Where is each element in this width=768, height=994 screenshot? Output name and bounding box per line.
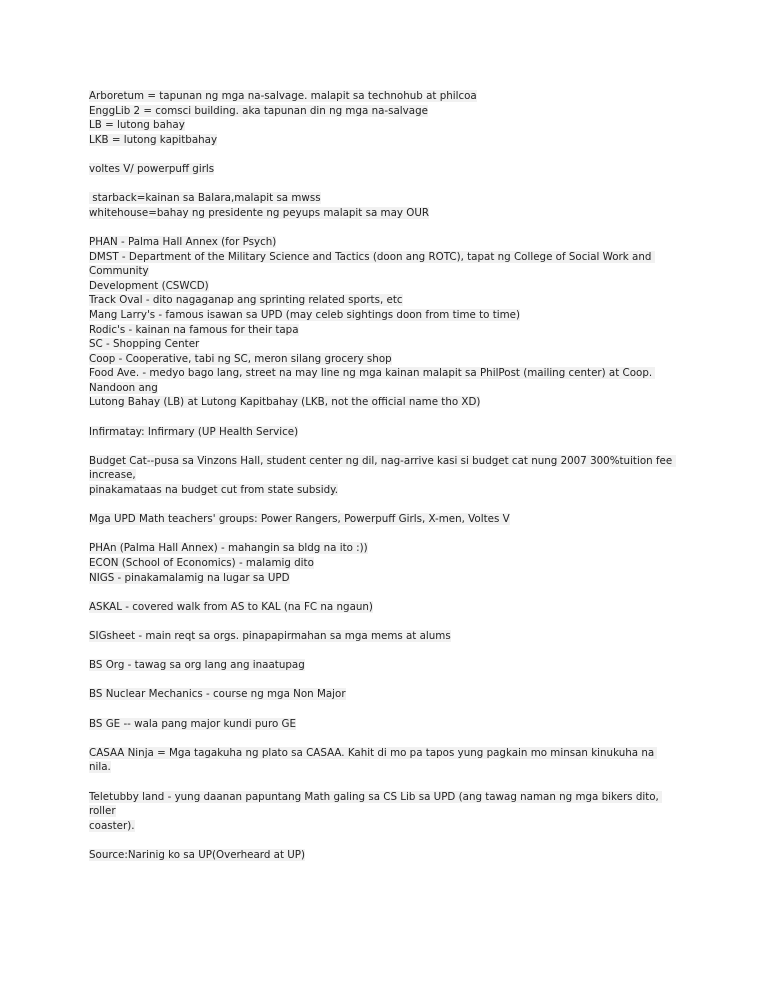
- text-line-content: Source:Narinig ko sa UP(Overheard at UP): [89, 848, 306, 861]
- text-line: [89, 395, 679, 410]
- text-line-content: DMST - Department of the Military Science and Tactics (doon ang ROTC), tapat ng College of Social Work and Community: [89, 250, 655, 278]
- text-line: [89, 658, 679, 673]
- document-body: [89, 89, 679, 877]
- text-line: [89, 250, 679, 279]
- text-line: [89, 323, 679, 338]
- text-line-content: Lutong Bahay (LB) at Lutong Kapitbahay (LKB, not the official name tho XD): [89, 396, 481, 409]
- paragraph: [89, 687, 679, 702]
- paragraph: [89, 717, 679, 732]
- paragraph: [89, 162, 679, 177]
- paragraph: [89, 658, 679, 673]
- text-line: [89, 206, 679, 221]
- text-line: [89, 104, 679, 119]
- text-line: [89, 790, 679, 819]
- text-line: [89, 89, 679, 104]
- text-line: [89, 556, 679, 571]
- text-line-content: Arboretum = tapunan ng mga na-salvage. malapit sa technohub at philcoa: [89, 90, 477, 102]
- text-line: [89, 235, 679, 250]
- paragraph: [89, 541, 679, 585]
- text-line-content: LKB = lutong kapitbahay: [89, 133, 218, 146]
- paragraph: [89, 629, 679, 644]
- paragraph: [89, 89, 679, 147]
- text-line: [89, 352, 679, 367]
- text-line: [89, 191, 679, 206]
- text-line-content: coaster).: [89, 819, 135, 832]
- text-line: [89, 454, 679, 483]
- text-line-content: Food Ave. - medyo bago lang, street na may line ng mga kainan malapit sa PhilPost (mailing center) at Coop. Nandoon ang: [89, 367, 656, 394]
- text-line-content: LB = lutong bahay: [89, 119, 185, 132]
- text-line-content: PHAn (Palma Hall Annex) - mahangin sa bldg na ito :)): [89, 542, 368, 555]
- text-line-content: BS Nuclear Mechanics - course ng mga Non Major: [89, 688, 346, 701]
- text-line-content: pinakamataas na budget cut from state subsidy.: [89, 484, 339, 497]
- text-line: [89, 337, 679, 352]
- text-line-content: NIGS - pinakamalamig na lugar sa UPD: [89, 571, 290, 584]
- text-line: [89, 819, 679, 834]
- text-line-content: whitehouse=bahay ng presidente ng peyups malapit sa may OUR: [89, 206, 430, 219]
- text-line-content: SIGsheet - main reqt sa orgs. pinapapirmahan sa mga mems at alums: [89, 629, 451, 642]
- text-line-content: CASAA Ninja = Mga tagakuha ng plato sa CASAA. Kahit di mo pa tapos yung pagkain mo minsan kinukuha na nila.: [89, 746, 658, 774]
- paragraph: [89, 512, 679, 527]
- text-line: [89, 571, 679, 586]
- paragraph: [89, 235, 679, 410]
- text-line-content: Track Oval - dito nagaganap ang sprinting related sports, etc: [89, 294, 403, 307]
- text-line-content: ECON (School of Economics) - malamig dito: [89, 557, 314, 569]
- paragraph: [89, 454, 679, 498]
- text-line: [89, 717, 679, 732]
- paragraph: [89, 425, 679, 440]
- paragraph: [89, 848, 679, 863]
- text-line-content: PHAN - Palma Hall Annex (for Psych): [89, 235, 277, 248]
- text-line: [89, 293, 679, 308]
- text-line-content: Development (CSWCD): [89, 279, 209, 292]
- text-line-content: BS Org - tawag sa org lang ang inaatupag: [89, 659, 305, 672]
- paragraph: [89, 600, 679, 615]
- text-line-content: Teletubby land - yung daanan papuntang Math galing sa CS Lib sa UPD (ang tawag naman ng mga bikers dito, roller: [89, 790, 663, 818]
- text-line-content: SC - Shopping Center: [89, 338, 200, 351]
- text-line: [89, 162, 679, 177]
- text-line: [89, 279, 679, 294]
- text-line: [89, 425, 679, 440]
- paragraph: [89, 790, 679, 834]
- text-line: [89, 512, 679, 527]
- text-line-content: Budget Cat--pusa sa Vinzons Hall, student center ng dil, nag-arrive kasi si budget cat nung 2007 300%tuition fee increase,: [89, 454, 676, 482]
- text-line: [89, 848, 679, 863]
- text-line-content: EnggLib 2 = comsci building. aka tapunan din ng mga na-salvage: [89, 104, 428, 117]
- text-line-content: Mga UPD Math teachers' groups: Power Rangers, Powerpuff Girls, X-men, Voltes V: [89, 513, 510, 526]
- text-line-content: Coop - Cooperative, tabi ng SC, meron silang grocery shop: [89, 352, 392, 365]
- text-line: [89, 133, 679, 148]
- text-line: [89, 118, 679, 133]
- paragraph: [89, 191, 679, 220]
- text-line: [89, 746, 679, 775]
- text-line-content: Infirmatay: Infirmary (UP Health Service): [89, 425, 299, 438]
- text-line: [89, 600, 679, 615]
- paragraph: [89, 746, 679, 775]
- text-line-content: starback=kainan sa Balara,malapit sa mwss: [89, 192, 321, 205]
- text-line: [89, 483, 679, 498]
- text-line-content: BS GE -- wala pang major kundi puro GE: [89, 717, 297, 730]
- text-line-content: ASKAL - covered walk from AS to KAL (na FC na ngaun): [89, 600, 373, 613]
- text-line: [89, 629, 679, 644]
- text-line: [89, 366, 679, 395]
- text-line-content: Mang Larry's - famous isawan sa UPD (may celeb sightings doon from time to time): [89, 308, 521, 321]
- text-line-content: voltes V/ powerpuff girls: [89, 162, 215, 175]
- text-line: [89, 541, 679, 556]
- text-line: [89, 687, 679, 702]
- text-line-content: Rodic's - kainan na famous for their tapa: [89, 323, 299, 336]
- text-line: [89, 308, 679, 323]
